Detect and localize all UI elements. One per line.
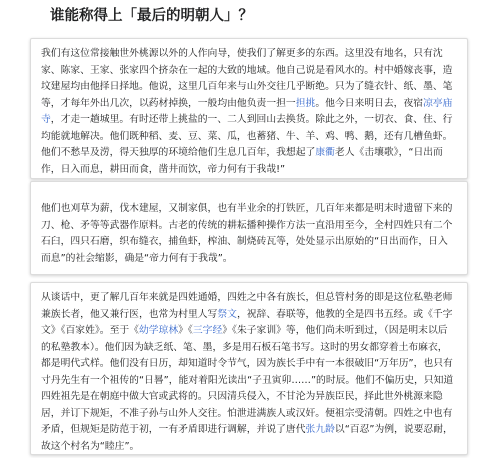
paragraph-1-text-c: ，才走一趟城里。有时还带上挑盐的一、二人到回山去换货。除此之外，一切衣、食、住、行均能就地解决。他们既种稻、麦、豆、菜、瓜，也蓄猪、牛、羊、鸡、鸭、鹅，还有几槽鱼虾。他们不愁旱及涝，得天独厚的环境给他们生息几百年，我想起了 [41,114,453,158]
link-kangqu[interactable]: 康衢 [315,147,335,158]
paragraph-1-text-a: 我们有这位常接触世外桃源以外的人作向导，使我们了解更多的东西。这里没有地名，只有沈家、陈家、王家、张家四个挤杂在一起的大致的地域。他自己说是看风水的。村中婚嫁丧事，造坟建屋均由他择日择地。他说，这里几百年来与山外交往几乎断绝。只为了缝衣针、纸、墨、笔等，才每年外出几次，以药材掉换，一般均由他负责一担一 [41,48,453,109]
quote-block-3 [30,282,468,455]
link-dantiao[interactable]: 担挑 [295,97,316,109]
paragraph-3-text-b: ，祝辞、春联等，他教的全是四书五经。或《千字文》《百家姓》。至于《 [41,308,453,336]
paragraph-3-text-a: 从谈话中，更了解几百年来就是四姓通婚，四姓之中各有族长，但总管村务的即是这位私塾老师兼族长者，他又兼行医，也常为村里人写 [41,292,453,320]
paragraph-1-text-d: 老人《击壤歌》，“日出而作，日入而息，耕田而食，凿井而饮，帝力何有于我哉!” [41,147,443,175]
paragraph-3-text-d: 》《朱子家训》等，他们尚未听到过，（因是明末以后的私塾教本）。他们因为缺乏纸、笔、墨，多是用石板石笔书写。这时的男女都穿着土布麻衣，都是明代式样。他们没有日历，却知道时令节气，因为族长手中有一本很破旧“万年历”，也只有寸丹先生有一个祖传的“日晷”，能对着阳光读出“子丑寅卯……”的时辰。他们不偏历史，只知道四姓祖先是在朝庭中做大官或武将的。只因清兵侵入，不甘沦为异族臣民，择此世外桃源来隐居，并订下规矩，不准子孙与山外人交往。怕泄进满族人或汉奸。便祖宗受清朝。四姓之中也有矛盾，但规矩是防范于初，一有矛盾即进行调解，并说了唐代 [41,325,454,435]
page-title: 谁能称得上「最后的明朝人」？ [50,8,253,24]
paragraph-1-text-b: 。他今日来明日去，夜宿 [315,97,424,109]
link-zhang-jiuling[interactable]: 张九龄 [305,424,335,435]
link-liangting-miaosi[interactable]: 凉亭庙寺 [41,97,453,125]
paragraph-3-text-e: 以“百忍”为例，说要忍耐，故这个村名为“睦庄”。 [41,424,453,452]
paragraph-1 [41,46,457,178]
link-jiwen[interactable]: 祭文 [217,308,237,320]
link-youxue-qionglin[interactable]: 幼学琼林 [138,325,179,336]
link-sanzijing[interactable]: 三字经 [192,325,223,336]
quote-block-1 [30,38,468,179]
paragraph-3 [41,290,457,455]
paragraph-2: 他们也刈草为薪，伐木建屋，又制家俱，也有半业余的打铁匠，几百年来都是明末时遗留下来的刀、枪、矛等等武器作原料。古老的传统的耕耘播种操作方法一直沿用至今，全村四姓只有二个石臼，四只石磨，织布缝衣，捕鱼虾，榨油、制烧砖瓦等，处处显示出原始的“日出而作，日入而息”的社会缩影，确是“帝力何有于我哉”。 [41,203,453,264]
quote-block-2 [30,181,468,275]
paragraph-3-text-c: 》《 [178,325,193,336]
